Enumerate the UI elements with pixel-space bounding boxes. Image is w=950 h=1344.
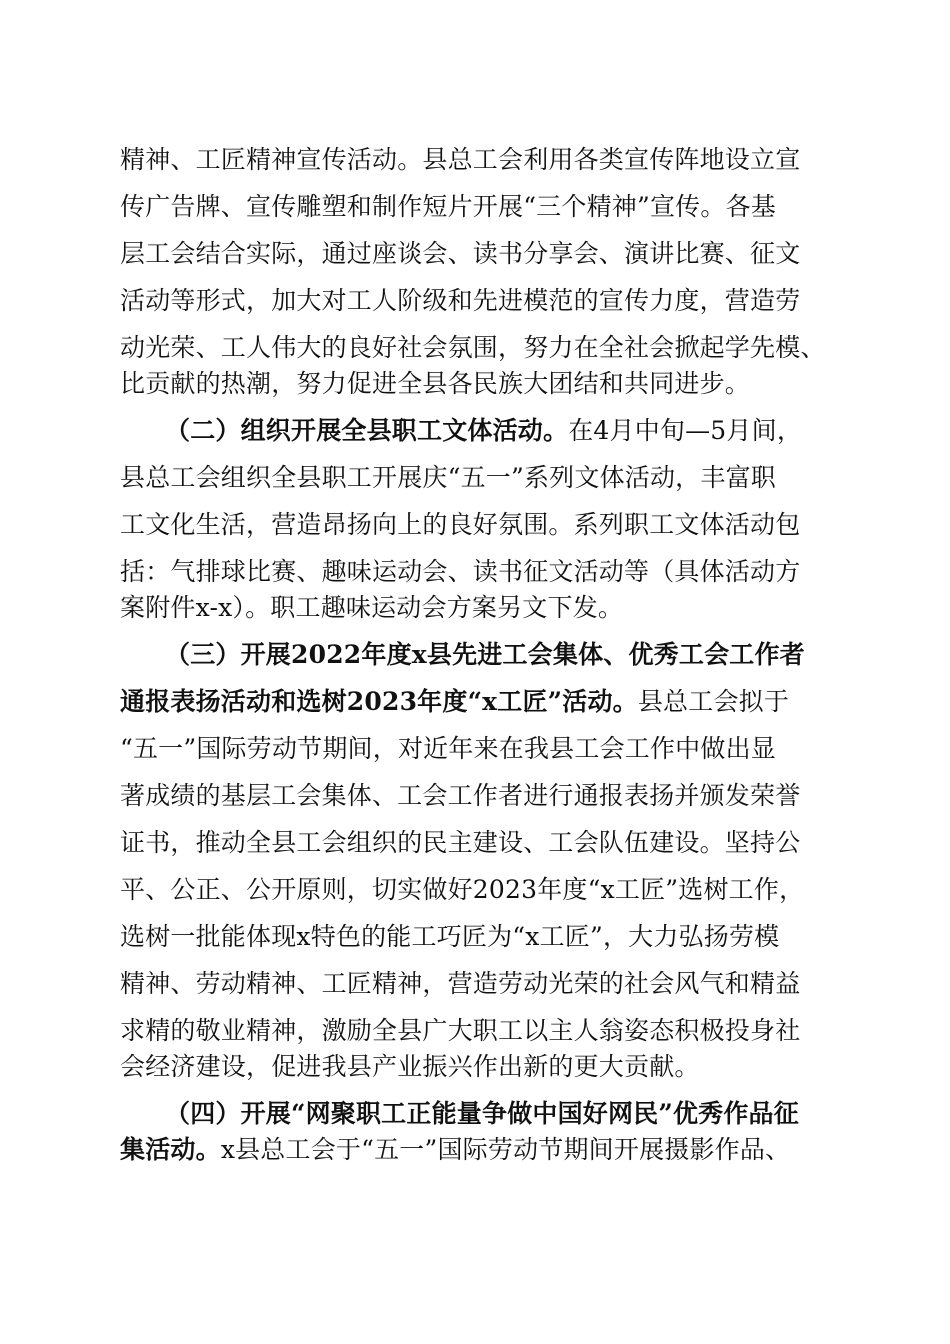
paragraph-3-line-5: 证书，推动全县工会组织的民主建设、工会队伍建设。坚持公 <box>120 828 801 857</box>
paragraph-2-line-5: 案附件x-x）。职工趣味运动会方案另文下发。 <box>120 593 624 622</box>
paragraph-3-line-7: 选树一批能体现x特色的能工巧匠为“x工匠”，大力弘扬劳模 <box>120 922 780 951</box>
paragraph-2-line-1 <box>165 411 840 451</box>
paragraph-1-line-6: 比贡献的热潮，努力促进全县各民族大团结和共同进步。 <box>120 369 751 398</box>
paragraph-3-line-8: 精神、劳动精神、工匠精神，营造劳动光荣的社会风气和精益 <box>120 969 801 998</box>
paragraph-2-line-2: 县总工会组织全县职工开展庆“五一”系列文体活动，丰富职 <box>120 463 776 492</box>
paragraph-1-line-3: 层工会结合实际，通过座谈会、读书分享会、演讲比赛、征文 <box>120 239 801 268</box>
section-4-heading-line-2: 集活动。 <box>120 1135 221 1164</box>
paragraph-3-line-3: “五一”国际劳动节期间，对近年来在我县工会工作中做出显 <box>120 734 776 763</box>
paragraph-3-line-10: 会经济建设，促进我县产业振兴作出新的更大贡献。 <box>120 1052 700 1081</box>
paragraph-4-line-2-rest: x县总工会于“五一”国际劳动节期间开展摄影作品、 <box>220 1135 791 1164</box>
paragraph-3-line-2 <box>120 682 840 722</box>
section-3-heading-line-1: （三）开展2022年度x县先进工会集体、优秀工会工作者 <box>165 640 805 669</box>
paragraph-3-line-2-rest: 县总工会拟于 <box>637 687 790 716</box>
paragraph-3-line-6: 平、公正、公开原则，切实做好2023年度“x工匠”选树工作， <box>120 875 805 904</box>
paragraph-1-line-1: 精神、工匠精神宣传活动。县总工会利用各类宣传阵地设立宣 <box>120 145 801 174</box>
paragraph-2-line-3: 工文化生活，营造昂扬向上的良好氛围。系列职工文体活动包 <box>120 510 801 539</box>
section-4-heading-line-1: （四）开展“网聚职工正能量争做中国好网民”优秀作品征 <box>165 1099 799 1128</box>
paragraph-2-line-1-rest: 在4月中旬—5月间， <box>568 416 803 445</box>
paragraph-1-line-5: 动光荣、工人伟大的良好社会氛围，努力在全社会掀起学先模、 <box>120 333 826 362</box>
paragraph-4-line-2 <box>120 1130 840 1170</box>
paragraph-3-line-4: 著成绩的基层工会集体、工会工作者进行通报表扬并颁发荣誉 <box>120 781 801 810</box>
paragraph-1-line-4: 活动等形式，加大对工人阶级和先进模范的宣传力度，营造劳 <box>120 286 801 315</box>
paragraph-1-line-2: 传广告牌、宣传雕塑和制作短片开展“三个精神”宣传。各基 <box>120 192 776 221</box>
section-2-heading: （二）组织开展全县职工文体活动。 <box>165 416 569 445</box>
paragraph-3-line-9: 求精的敬业精神，激励全县广大职工以主人翁姿态积极投身社 <box>120 1016 801 1045</box>
section-3-heading-line-2: 通报表扬活动和选树2023年度“x工匠”活动。 <box>120 687 638 716</box>
paragraph-2-line-4: 括：气排球比赛、趣味运动会、读书征文活动等（具体活动方 <box>120 557 801 586</box>
